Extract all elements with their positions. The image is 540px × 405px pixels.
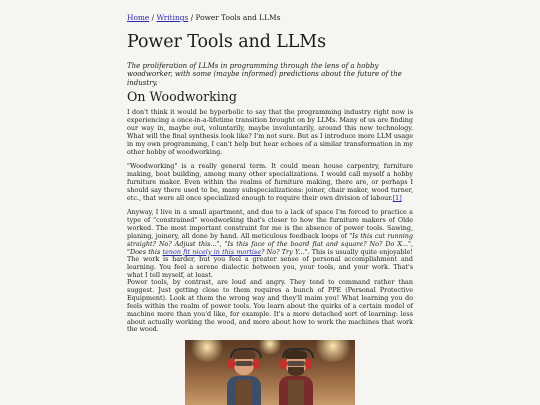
page-title: Power Tools and LLMs (127, 32, 327, 52)
breadcrumb-separator: / (188, 13, 196, 22)
tenon-mortise-link[interactable] (163, 248, 262, 256)
paragraph-text: Anyway, I live in a small apartment, and due to a lack of space I'm forced to practice a type of "constrained" woodworking that's closer to how the furniture makers of Olde worked. The most important constraint for me is the absence of power tools. Sawing, planing, joinery, all done by hand. All meticulous feedback loops of " (127, 208, 413, 240)
paragraph-woodworking-definition (127, 163, 413, 203)
section-heading: On Woodworking (127, 89, 237, 104)
woodworker-left-figure (225, 348, 263, 405)
article-tagline: The proliferation of LLMs in programming through the lens of a hobby woodworker, with some (maybe informed) predictions about the future of the industry. (127, 62, 402, 87)
breadcrumb-writings-link[interactable]: Writings (156, 13, 189, 22)
tenon-mortise-link-text: tenon fit nicely in this mortise (162, 247, 261, 256)
paragraph-text: ", " (216, 239, 228, 248)
paragraph-intro: I don't think it would be hyperbolic to say that the programming industry right now is experiencing a once-in-a-lifetime transition brought on by LLMs. Many of us are finding our way in, maybe out, voluntarily, maybe involuntarily, around this new technology. What will the final synthesis look like? I'm not sure. But as I introduce more LLM usage in my own programming, I can't help but hear echoes of a similar transformation in my other hobby of woodworking. (127, 108, 413, 156)
breadcrumb-home-link[interactable]: Home (127, 13, 150, 22)
quote-face-flat: Is this face of the board flat and square? No? Do X... (227, 239, 409, 248)
paragraph-text: "Woodworking" is a really general term. It could mean house carpentry, furniture making, boat building, among many other specializations. I would call myself a hobby furniture maker. Even within the realms of furniture making, there are, or perhaps I should say there used to be, many subspecializations: joiner, chair maker, wood turner, etc., that were all once specialized enough to require their own division of labour. (127, 162, 413, 202)
breadcrumb-separator: / (149, 13, 157, 22)
paragraph-power-tools: Power tools, by contrast, are loud and angry. They tend to command rather than suggest. Just getting close to them requires a bunch of PPE (Personal Protective Equipment). Look at them the wrong way and they'll maim you! What learning you do feels within the realm of power tools. You learn about the quirks of a certain model of machine more than you'd like, for example. It's a more detached sort of learning: less about actually working the wood, and more about how to work the machines that work the wood. (127, 278, 413, 334)
footnote-link[interactable]: [1] (392, 193, 402, 202)
breadcrumb (127, 12, 413, 23)
woodworkers-photo (185, 340, 355, 405)
woodworker-right-figure (277, 348, 315, 405)
quote-cut-straight: Is this cut running straight? No? Adjust this... (127, 231, 413, 248)
breadcrumb-current: Power Tools and LLMs (195, 13, 281, 22)
paragraph-text: ". This is usually quite enjoyable! The work is harder, but you feel a greater sense of personal accomplishment and learning. You feel a serene dialectic between you, your tools, and your work. That's what I tell myself, at least. (127, 247, 413, 280)
quote-tenon-prefix: Does this (129, 247, 163, 256)
paragraph-constrained-woodworking (127, 209, 413, 280)
quote-tenon-suffix: ? No? Try Y... (261, 247, 305, 256)
paragraph-text: ", " (127, 239, 413, 256)
